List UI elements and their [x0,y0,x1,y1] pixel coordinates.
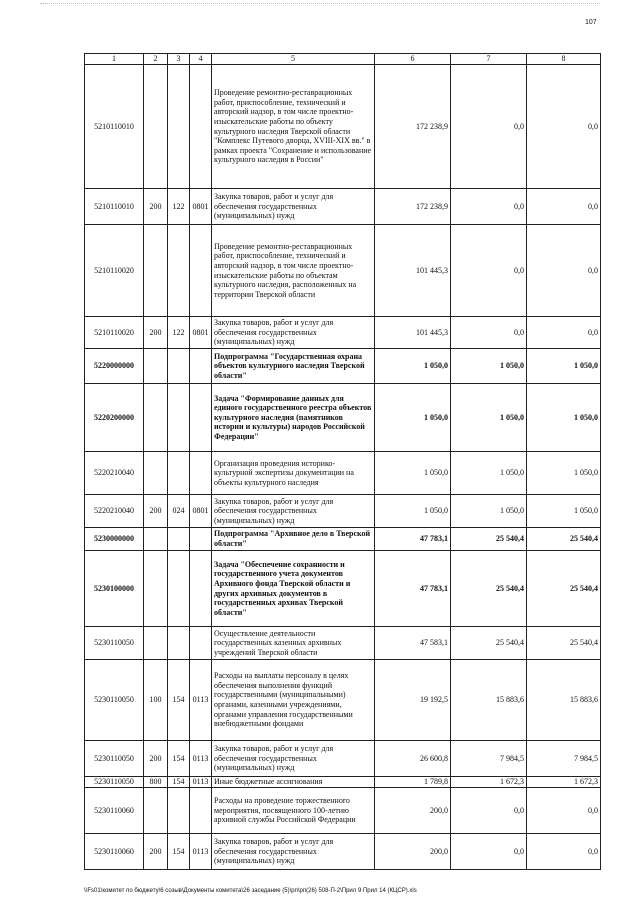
section-cell [190,551,212,627]
table-row [85,452,601,495]
gr-cell: 122 [168,189,190,225]
table-row [85,225,601,317]
amount-col7: 0,0 [451,189,527,225]
table-row [85,349,601,384]
amount-col8: 0,0 [527,225,601,317]
amount-col6: 1 050,0 [375,452,451,495]
header-cell: 4 [190,54,212,65]
header-cell: 2 [144,54,168,65]
amount-col6: 19 192,5 [375,660,451,741]
vr-cell [144,65,168,189]
vr-cell [144,528,168,551]
table-row [85,788,601,834]
code-cell: 5220210040 [85,495,144,528]
section-cell [190,452,212,495]
table-row [85,65,601,189]
amount-col7: 25 540,4 [451,551,527,627]
gr-cell: 122 [168,317,190,349]
header-cell: 5 [212,54,375,65]
code-cell: 5230110050 [85,627,144,660]
vr-cell: 100 [144,660,168,741]
vr-cell [144,551,168,627]
table-row [85,495,601,528]
amount-col8: 7 984,5 [527,741,601,777]
code-cell: 5220000000 [85,349,144,384]
table-row [85,384,601,452]
section-cell: 0113 [190,741,212,777]
section-cell: 0801 [190,495,212,528]
amount-col6: 172 238,9 [375,189,451,225]
amount-col7: 0,0 [451,317,527,349]
amount-col6: 26 600,8 [375,741,451,777]
vr-cell: 200 [144,741,168,777]
vr-cell: 200 [144,495,168,528]
description-cell: Задача "Формирование данных для единого государственного реестра объектов культурного наследия (памятников истории и культуры) народов Российской Федерации" [212,384,375,452]
code-cell: 5230110060 [85,834,144,870]
gr-cell [168,627,190,660]
amount-col6: 1 050,0 [375,384,451,452]
amount-col7: 0,0 [451,65,527,189]
amount-col7: 1 050,0 [451,452,527,495]
section-cell [190,225,212,317]
amount-col8: 1 050,0 [527,495,601,528]
amount-col8: 1 050,0 [527,452,601,495]
amount-col8: 25 540,4 [527,528,601,551]
section-cell: 0801 [190,189,212,225]
gr-cell [168,452,190,495]
vr-cell: 800 [144,777,168,788]
vr-cell: 200 [144,189,168,225]
code-cell: 5230110050 [85,741,144,777]
table-row [85,834,601,870]
table-row [85,189,601,225]
amount-col7: 0,0 [451,788,527,834]
amount-col6: 1 789,8 [375,777,451,788]
vr-cell [144,627,168,660]
amount-col8: 1 672,3 [527,777,601,788]
amount-col7: 0,0 [451,225,527,317]
gr-cell [168,528,190,551]
code-cell: 5230100000 [85,551,144,627]
amount-col6: 200,0 [375,834,451,870]
amount-col6: 47 783,1 [375,551,451,627]
code-cell: 5230110050 [85,777,144,788]
section-cell [190,65,212,189]
table-row [85,777,601,788]
amount-col7: 1 672,3 [451,777,527,788]
vr-cell [144,225,168,317]
gr-cell [168,788,190,834]
amount-col8: 0,0 [527,317,601,349]
table-row [85,528,601,551]
description-cell: Иные бюджетные ассигнования [212,777,375,788]
description-cell: Подпрограмма "Архивное дело в Тверской области" [212,528,375,551]
amount-col8: 1 050,0 [527,349,601,384]
section-cell [190,384,212,452]
description-cell: Проведение ремонтно-реставрационных работ, приспособление, технический и авторский надзор, в том числе проектно-изыскательские работы по объекту культурного наследия Тверской области "Комплекс Путевого дворца, XVIII-XIX вв." в рамках проекта "Сохранение и использование культурного наследия в России" [212,65,375,189]
amount-col8: 25 540,4 [527,627,601,660]
amount-col7: 1 050,0 [451,384,527,452]
description-cell: Проведение ремонтно-реставрационных работ, приспособление, технический и авторский надзор, в том числе проектно-изыскательские работы по объектам культурного наследия, расположенных на территории Тверской области [212,225,375,317]
table-row [85,317,601,349]
section-cell: 0801 [190,317,212,349]
table-row [85,627,601,660]
section-cell [190,627,212,660]
header-cell: 7 [451,54,527,65]
code-cell: 5220210040 [85,452,144,495]
amount-col7: 1 050,0 [451,495,527,528]
description-cell: Осуществление деятельности государственных казенных архивных учреждений Тверской области [212,627,375,660]
page-number: 107 [585,19,597,26]
vr-cell [144,349,168,384]
description-cell: Организация проведения историко-культурной экспертизы документации на объекты культурного наследия [212,452,375,495]
gr-cell: 154 [168,834,190,870]
budget-table [84,53,601,870]
amount-col6: 101 445,3 [375,225,451,317]
scan-header-artifact [40,3,600,4]
code-cell: 5210110020 [85,317,144,349]
gr-cell: 154 [168,777,190,788]
header-cell: 8 [527,54,601,65]
amount-col8: 0,0 [527,788,601,834]
amount-col7: 25 540,4 [451,627,527,660]
section-cell: 0113 [190,777,212,788]
gr-cell [168,384,190,452]
amount-col6: 1 050,0 [375,495,451,528]
amount-col8: 15 883,6 [527,660,601,741]
header-cell: 3 [168,54,190,65]
amount-col6: 200,0 [375,788,451,834]
vr-cell: 200 [144,317,168,349]
amount-col7: 1 050,0 [451,349,527,384]
gr-cell: 154 [168,660,190,741]
description-cell: Расходы на выплаты персоналу в целях обеспечения выполнения функций государственными (муниципальными) органами, казенными учреждениями, органами управления государственными внебюджетными фондами [212,660,375,741]
section-cell [190,528,212,551]
code-cell: 5210110020 [85,225,144,317]
code-cell: 5210110010 [85,189,144,225]
amount-col7: 15 883,6 [451,660,527,741]
gr-cell [168,551,190,627]
description-cell: Задача "Обеспечение сохранности и государственного учета документов Архивного фонда Тверской области и других архивных документов в государственных архивах Тверской области" [212,551,375,627]
vr-cell [144,788,168,834]
gr-cell: 154 [168,741,190,777]
description-cell: Закупка товаров, работ и услуг для обеспечения государственных (муниципальных) нужд [212,495,375,528]
gr-cell: 024 [168,495,190,528]
description-cell: Расходы на проведение торжественного мероприятия, посвященного 100-летию архивной службы Российской Федерации [212,788,375,834]
section-cell [190,349,212,384]
amount-col8: 0,0 [527,189,601,225]
amount-col7: 0,0 [451,834,527,870]
section-cell [190,788,212,834]
header-cell: 1 [85,54,144,65]
amount-col8: 0,0 [527,834,601,870]
column-number-header-row [85,54,601,65]
description-cell: Закупка товаров, работ и услуг для обеспечения государственных (муниципальных) нужд [212,189,375,225]
amount-col6: 172 238,9 [375,65,451,189]
code-cell: 5230110050 [85,660,144,741]
amount-col7: 25 540,4 [451,528,527,551]
code-cell: 5230110060 [85,788,144,834]
vr-cell [144,452,168,495]
amount-col6: 47 783,1 [375,528,451,551]
description-cell: Закупка товаров, работ и услуг для обеспечения государственных (муниципальных) нужд [212,317,375,349]
amount-col6: 1 050,0 [375,349,451,384]
amount-col7: 7 984,5 [451,741,527,777]
vr-cell: 200 [144,834,168,870]
section-cell: 0113 [190,660,212,741]
vr-cell [144,384,168,452]
amount-col6: 47 583,1 [375,627,451,660]
gr-cell [168,65,190,189]
gr-cell [168,225,190,317]
amount-col8: 0,0 [527,65,601,189]
amount-col6: 101 445,3 [375,317,451,349]
table-row [85,741,601,777]
header-cell: 6 [375,54,451,65]
code-cell: 5210110010 [85,65,144,189]
table-row [85,660,601,741]
description-cell: Закупка товаров, работ и услуг для обеспечения государственных (муниципальных) нужд [212,834,375,870]
description-cell: Подпрограмма "Государственная охрана объектов культурного наследия Тверской области" [212,349,375,384]
amount-col8: 1 050,0 [527,384,601,452]
gr-cell [168,349,190,384]
code-cell: 5220200000 [85,384,144,452]
section-cell: 0113 [190,834,212,870]
file-path-footer: \\Fs01\комитет по бюджету\6 созыв\Документы комитета\26 заседание (5)\рп\рп(26) 508-П-2\Прил 9 Прил 14 (КЦСР).xls [84,888,417,894]
amount-col8: 25 540,4 [527,551,601,627]
description-cell: Закупка товаров, работ и услуг для обеспечения государственных (муниципальных) нужд [212,741,375,777]
table-row [85,551,601,627]
code-cell: 5230000000 [85,528,144,551]
